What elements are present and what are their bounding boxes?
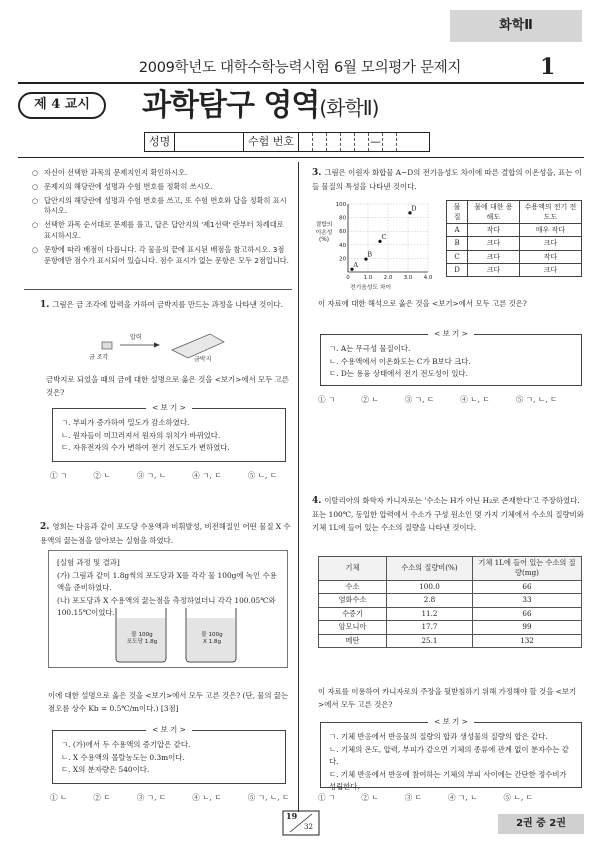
q1-fig-right-label: 금박지 [194,356,212,363]
q3-bogi-item: ㄱ. A는 무극성 물질이다. [329,344,411,353]
q1-bogi-item: ㄴ. 원자들이 미끄러져서 원자의 위치가 바뀌었다. [61,430,221,440]
exam-number-box [244,132,430,152]
beaker-1-line: 포도당 1.8g [126,639,158,646]
q3-th: 수용액의 전기 전도도 [519,201,581,224]
q3-ylabel-line: 결합의 [315,222,333,228]
page-number: 1 [540,54,556,80]
q4-td: 33 [473,594,582,607]
section-subtitle: (화학Ⅱ) [319,96,379,120]
q3-xlabel: 전기음성도 차이 [350,285,392,291]
q3-stem [312,166,582,194]
notice-item: ○ 답안지의 해당란에 성명과 수험 번호를 쓰고, 또 수험 번호와 답을 정확히 표시하시오. [32,196,290,218]
q3-td: C [447,250,468,263]
q3-td: 매우 작다 [519,224,581,237]
q4-bogi-item: ㄷ. 기체 반응에서 반응에 참여하는 기체의 부피 사이에는 간단한 정수비가 성립한다. [329,769,567,792]
q3-choice-2[interactable]: ② ㄴ [361,395,379,404]
footer-page-current: 19 [286,811,298,821]
q2-exp-step-b: (나) 포도당과 X 수용액의 끓는점을 측정하였더니 각각 100.05℃와 100.15℃이었다. [57,595,276,618]
table-row [319,580,582,593]
q4-choice-2[interactable]: ② ㄴ [361,793,379,802]
q2-question: 이에 대한 설명으로 옳은 것을 <보기>에서 모두 고른 것은? (단, 물의 끓는점오름 상수 Kb = 0.5℃/m이다.) [3점] [48,691,289,713]
exam-number-cell[interactable] [355,133,369,151]
exam-number-cell[interactable] [327,133,341,151]
q4-number: 4. [312,496,322,506]
q1-choice-1[interactable]: ① ㄱ [50,471,68,480]
q4-td: 2.8 [387,594,473,607]
table-row [319,634,582,647]
chart-point-label: A [353,261,358,269]
q2-bogi-box [52,725,286,784]
pressure-arrowhead [154,343,160,348]
q3-question: 이 자료에 대한 해석으로 옳은 것을 <보기>에서 모두 고른 것은? [318,299,527,308]
q3-td: A [447,224,468,237]
q3-choice-3[interactable]: ③ ㄱ, ㄷ [404,395,435,404]
q2-choice-1[interactable]: ① ㄴ [50,793,68,802]
name-box [144,132,244,152]
q3-td: 크다 [468,250,520,263]
q3-td: 크다 [468,237,520,250]
q3-td: B [447,237,468,250]
q4-th: 기체 1L에 들어 있는 수소의 질량(mg) [473,557,582,581]
exam-number-cell[interactable] [313,133,327,151]
q2-bogi-item: ㄷ. X의 분자량은 540이다. [61,765,150,775]
exam-number-cell[interactable] [299,133,313,151]
q3-bogi-item: ㄴ. 수용액에서 이온화도는 C가 B보다 크다. [329,356,471,366]
q1-figure [90,328,240,368]
q3-chart-layer [336,202,433,281]
q3-td: 크다 [519,237,581,250]
q3-number: 3. [312,168,322,178]
q1-choice-5[interactable]: ⑤ ㄴ, ㄷ [247,471,278,480]
chart-ytick-label: 100 [335,202,346,208]
beaker-1-label [122,632,162,647]
exam-number-label: 수험 번호 [244,133,299,151]
chart-ytick-label: 80 [339,215,346,222]
q4-bogi-box [320,717,582,792]
gold-foil-shape [172,334,224,358]
table-row [447,224,582,237]
q2-number: 2. [40,522,50,532]
q2-bogi-label: < 보 기 > [146,725,192,734]
q3-td: 크다 [468,263,520,276]
q1-question: 금박지로 되었을 때의 금에 대한 설명으로 옳은 것을 <보기>에서 모두 고른 것은? [46,375,289,397]
q4-th: 수소의 질량비(%) [387,557,473,581]
notice-rule [24,289,292,290]
chart-point-label: B [367,251,373,259]
q1-choices [50,470,303,481]
q2-exp-title: [실험 과정 및 결과] [57,558,120,567]
q3-bogi-box [320,329,582,386]
q3-choice-1[interactable]: ① ㄱ [318,395,336,404]
q4-bogi-item: ㄱ. 기체 반응에서 반응물의 질량의 합과 생성물의 질량의 합은 같다. [329,732,548,741]
q4-bogi-item: ㄴ. 기체의 온도, 압력, 부피가 같으면 기체의 종류에 관계 없이 분자수는 같다. [329,744,569,767]
chart-xtick-label: 0 [346,275,350,281]
q3-td: 크다 [519,263,581,276]
q2-bogi-item: ㄴ. X 수용액의 몰랄농도는 0.3m이다. [61,752,185,762]
q1-number: 1. [40,300,50,310]
exam-number-separator: — [369,133,383,151]
q1-bogi-label: < 보 기 > [146,403,192,412]
q4-td: 100.0 [387,580,473,593]
q2-exp-step-a: (가) 그림과 같이 1.8g씩의 포도당과 X를 각각 물 100g에 녹인 수용액을 준비하였다. [57,570,277,593]
table-row [319,594,582,607]
q4-stem-text: 이탈리아의 화학자 카니자로는 '수소는 H가 아닌 H₂로 존재한다'고 주장하였다. 표는 100℃, 동일한 압력에서 수소가 구성 원소인 몇 가지 기체에서 수소의 질량비와 기체 1L에 들어 있는 수소의 질량을 나타낸 것이다. [312,496,584,532]
q4-question: 이 자료를 이용하여 카니자로의 주장을 뒷받침하기 위해 가정해야 할 것을 <보기>에서 모두 고른 것은? [318,687,577,709]
q1-bogi-item: ㄷ. 자유전자의 수가 변하여 전기 전도도가 변하였다. [61,443,230,453]
table-row [319,607,582,620]
subject-tag: 화학Ⅱ [450,10,582,42]
chart-xtick-label: 4.0 [423,275,433,281]
column-divider [298,162,299,812]
exam-number-cell[interactable] [397,133,411,151]
section-title [142,84,378,128]
chart-xtick-label: 1.0 [363,275,373,281]
q2-stem-text: 영희는 다음과 같이 포도당 수용액과 비휘발성, 비전해질인 어떤 물질 X 수용액의 끓는점을 알아보는 실험을 하였다. [40,522,291,546]
q3-th: 물에 대한 용해도 [468,201,520,224]
q3-choice-5[interactable]: ⑤ ㄱ, ㄴ, ㄷ [515,395,558,404]
table-row [447,250,582,263]
q1-choice-2[interactable]: ② ㄴ [93,471,111,480]
chart-xtick-label: 2.0 [383,275,393,281]
q3-bogi-label: < 보 기 > [428,329,474,338]
q4-td: 메탄 [319,634,387,647]
q1-stem [40,298,290,313]
chart-ytick-label: 20 [339,256,346,263]
q2-choice-2[interactable]: ② ㄷ [93,793,111,802]
q3-chart [332,198,436,284]
q4-td: 25.1 [387,634,473,647]
notice-item: ○ 문제지의 해당란에 성명과 수험 번호를 정확히 쓰시오. [32,182,290,193]
q3-stem-text: 그림은 이원자 화합물 A~D의 전기음성도 차이에 따른 결합의 이온성을, 표는 이들 물질의 특성을 나타낸 것이다. [312,168,582,192]
q2-choice-3[interactable]: ③ ㄱ, ㄷ [136,793,167,802]
beaker-1-line: 물 100g [131,632,153,638]
q4-choices [318,792,559,803]
q4-stem [312,494,584,534]
q2-choice-4[interactable]: ④ ㄴ, ㄷ [192,793,222,802]
q4-bogi-label: < 보 기 > [428,717,474,726]
q1-choice-3[interactable]: ③ ㄱ, ㄴ [136,471,167,480]
q3-th: 물질 [447,201,468,224]
table-row [447,263,582,276]
q4-choice-1[interactable]: ① ㄱ [318,793,336,802]
name-field[interactable] [175,133,243,151]
footer-page-total: 32 [304,823,313,831]
notice-list [32,168,290,269]
q4-choice-3[interactable]: ③ ㄷ [404,793,423,802]
q4-table [318,556,582,648]
q4-choice-5[interactable]: ⑤ ㄴ, ㄷ [503,793,534,802]
q1-bogi-item: ㄱ. 부피가 증가하여 밀도가 감소하였다. [61,418,190,427]
q3-table [446,200,582,277]
q2-stem [40,520,292,548]
notice-item: ○ 선택한 과목 순서대로 문제를 풀고, 답은 답안지의 '제1선택' 란부터 차례대로 표시하시오. [32,220,290,242]
section-title-main: 과학탐구 영역 [142,88,320,123]
q3-choices [318,394,583,405]
q4-th: 기체 [319,557,387,581]
footer-volume-tag: 2권 중 2권 [498,814,584,834]
gold-piece-shape [102,342,112,349]
notice-item: ○ 문항에 따라 배점이 다릅니다. 각 물음의 끝에 표시된 배점을 참고하시오. 3점 문항에만 점수가 표시되어 있습니다. 점수 표시가 없는 문항은 모두 2점입니다. [32,245,290,267]
beaker-2-line: 물 100g [201,632,223,638]
header-bottom-rule [18,157,584,158]
q4-choice-4[interactable]: ④ ㄱ, ㄴ [448,793,478,802]
q3-choice-4[interactable]: ④ ㄴ, ㄷ [460,395,490,404]
q4-td: 암모니아 [319,621,387,634]
table-row [319,621,582,634]
q3-bogi-item: ㄷ. D는 용융 상태에서 전기 전도성이 있다. [329,369,468,379]
q2-bogi-item: ㄱ. (가)에서 두 수용액의 증기압은 같다. [61,740,191,749]
q4-td: 99 [473,621,582,634]
q1-stem-text: 그림은 금 조각에 압력을 가하여 금박지를 만드는 과정을 나타낸 것이다. [52,300,283,309]
q2-choices [50,792,315,803]
beaker-2-line: X 1.8g [202,639,222,646]
q1-bogi-box [52,403,286,462]
q4-td: 66 [473,607,582,620]
q3-ylabel-line: (%) [318,237,330,244]
period-badge: 제 4 교시 [18,92,106,119]
chart-ytick-label: 40 [339,242,346,249]
table-row [447,237,582,250]
q4-td: 66 [473,580,582,593]
exam-number-cell[interactable] [341,133,355,151]
q1-fig-left-label: 금 조각 [89,354,109,361]
exam-title: 2009학년도 대학수학능력시험 6월 모의평가 문제지 [138,60,462,76]
q3-ylabel-line: 이온성 [315,229,333,236]
chart-ytick-label: 60 [339,229,346,236]
chart-point-label: D [411,205,417,213]
q4-td: 수증기 [319,607,387,620]
chart-xtick-label: 3.0 [403,275,413,281]
q3-td: 작다 [468,224,520,237]
q1-choice-4[interactable]: ④ ㄱ, ㄷ [192,471,222,480]
q4-td: 132 [473,634,582,647]
q1-fig-arrow-label: 압력 [130,334,142,341]
q3-td: D [447,263,468,276]
q4-td: 11.2 [387,607,473,620]
q3-td: 작다 [519,250,581,263]
notice-item: ○ 자신이 선택한 과목의 문제지인지 확인하시오. [32,168,290,179]
name-label: 성명 [145,133,175,151]
q2-choice-5[interactable]: ⑤ ㄱ, ㄴ, ㄷ [247,793,290,802]
chart-point-label: C [381,233,387,241]
beaker-2-label [192,632,232,647]
exam-number-cell[interactable] [383,133,397,151]
q4-td: 17.7 [387,621,473,634]
q4-td: 염화수소 [319,594,387,607]
q4-td: 수소 [319,580,387,593]
